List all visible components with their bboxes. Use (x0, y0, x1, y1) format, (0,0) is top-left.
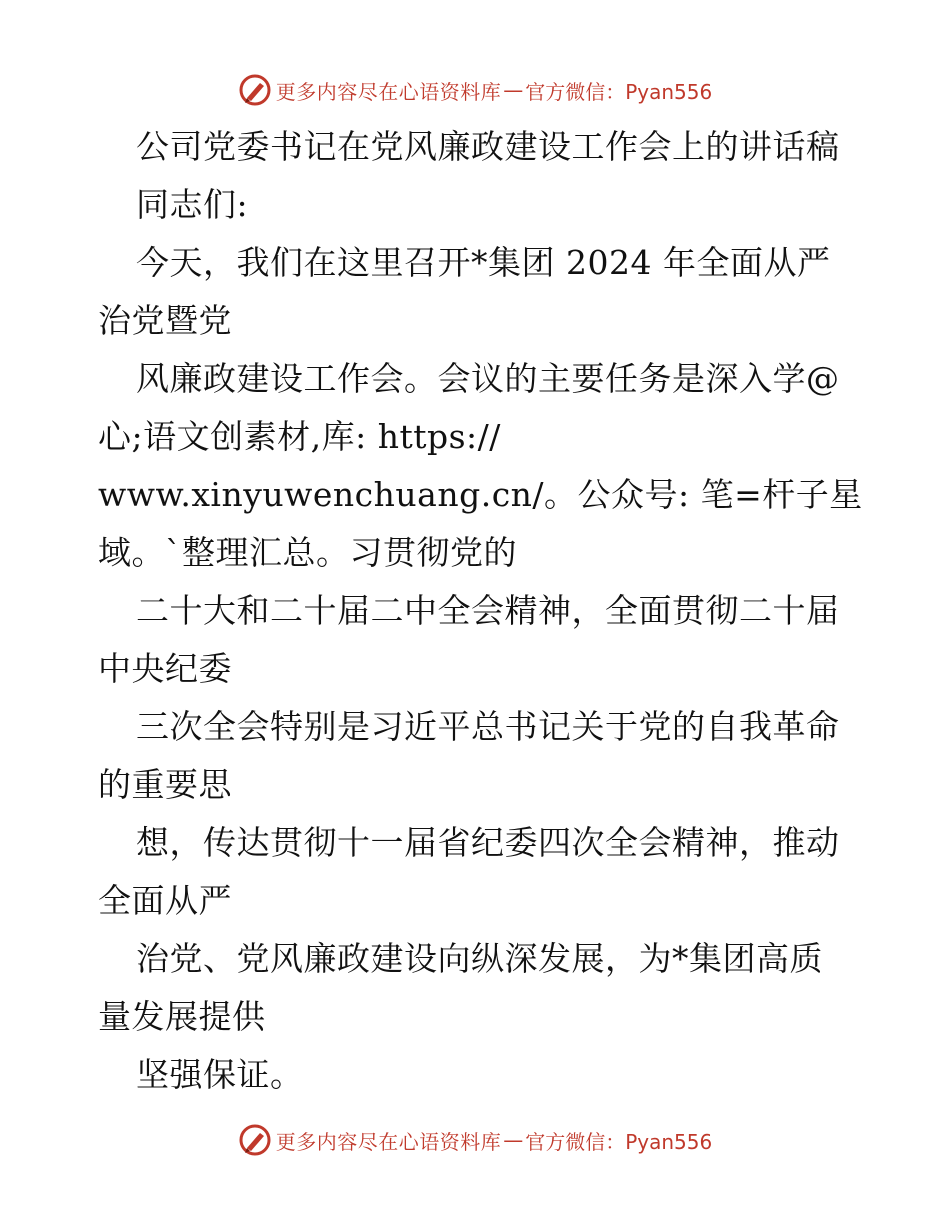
document-line: 今天，我们在这里召开*集团 2024 年全面从严 (136, 243, 831, 282)
watermark-text: 更多内容尽在心语资料库 (275, 79, 502, 104)
document-line: 全面从严 (98, 881, 232, 920)
document-line: 的重要思 (98, 765, 232, 804)
document-line: 治党、党风廉政建设向纵深发展，为*集团高质 (136, 939, 823, 978)
document-line: 二十大和二十届二中全会精神，全面贯彻二十届 (136, 591, 840, 630)
document-line: 中央纪委 (98, 649, 232, 688)
watermark-contact: 官方微信：Pyan556 (525, 1129, 713, 1154)
document-line: 风廉政建设工作会。会议的主要任务是深入学@ (136, 359, 840, 398)
document-line: 同志们: (136, 185, 249, 224)
document-body (98, 118, 863, 1104)
watermark-text: 更多内容尽在心语资料库 (275, 1129, 502, 1154)
document-line: 治党暨党 (98, 301, 232, 340)
watermark-separator: — (503, 1128, 524, 1152)
watermark-separator: — (503, 78, 524, 102)
document-line: 想，传达贯彻十一届省纪委四次全会精神，推动 (136, 823, 840, 862)
watermark-banner-top (0, 70, 950, 110)
logo-icon (238, 1123, 272, 1157)
watermark-contact: 官方微信：Pyan556 (525, 79, 713, 104)
document-line: 三次全会特别是习近平总书记关于党的自我革命 (136, 707, 840, 746)
document-line: 心;语文创素材,库: https:// (98, 417, 501, 456)
document-line: 坚强保证。 (136, 1055, 304, 1094)
document-line: 域。`整理汇总。习贯彻党的 (98, 533, 517, 572)
document-line: 公司党委书记在党风廉政建设工作会上的讲话稿 (136, 127, 840, 166)
document-line: www.xinyuwenchuang.cn/。公众号: 笔=杆子星 (98, 475, 863, 514)
logo-icon (238, 73, 272, 107)
document-line: 量发展提供 (98, 997, 266, 1036)
watermark-banner-bottom (0, 1120, 950, 1160)
